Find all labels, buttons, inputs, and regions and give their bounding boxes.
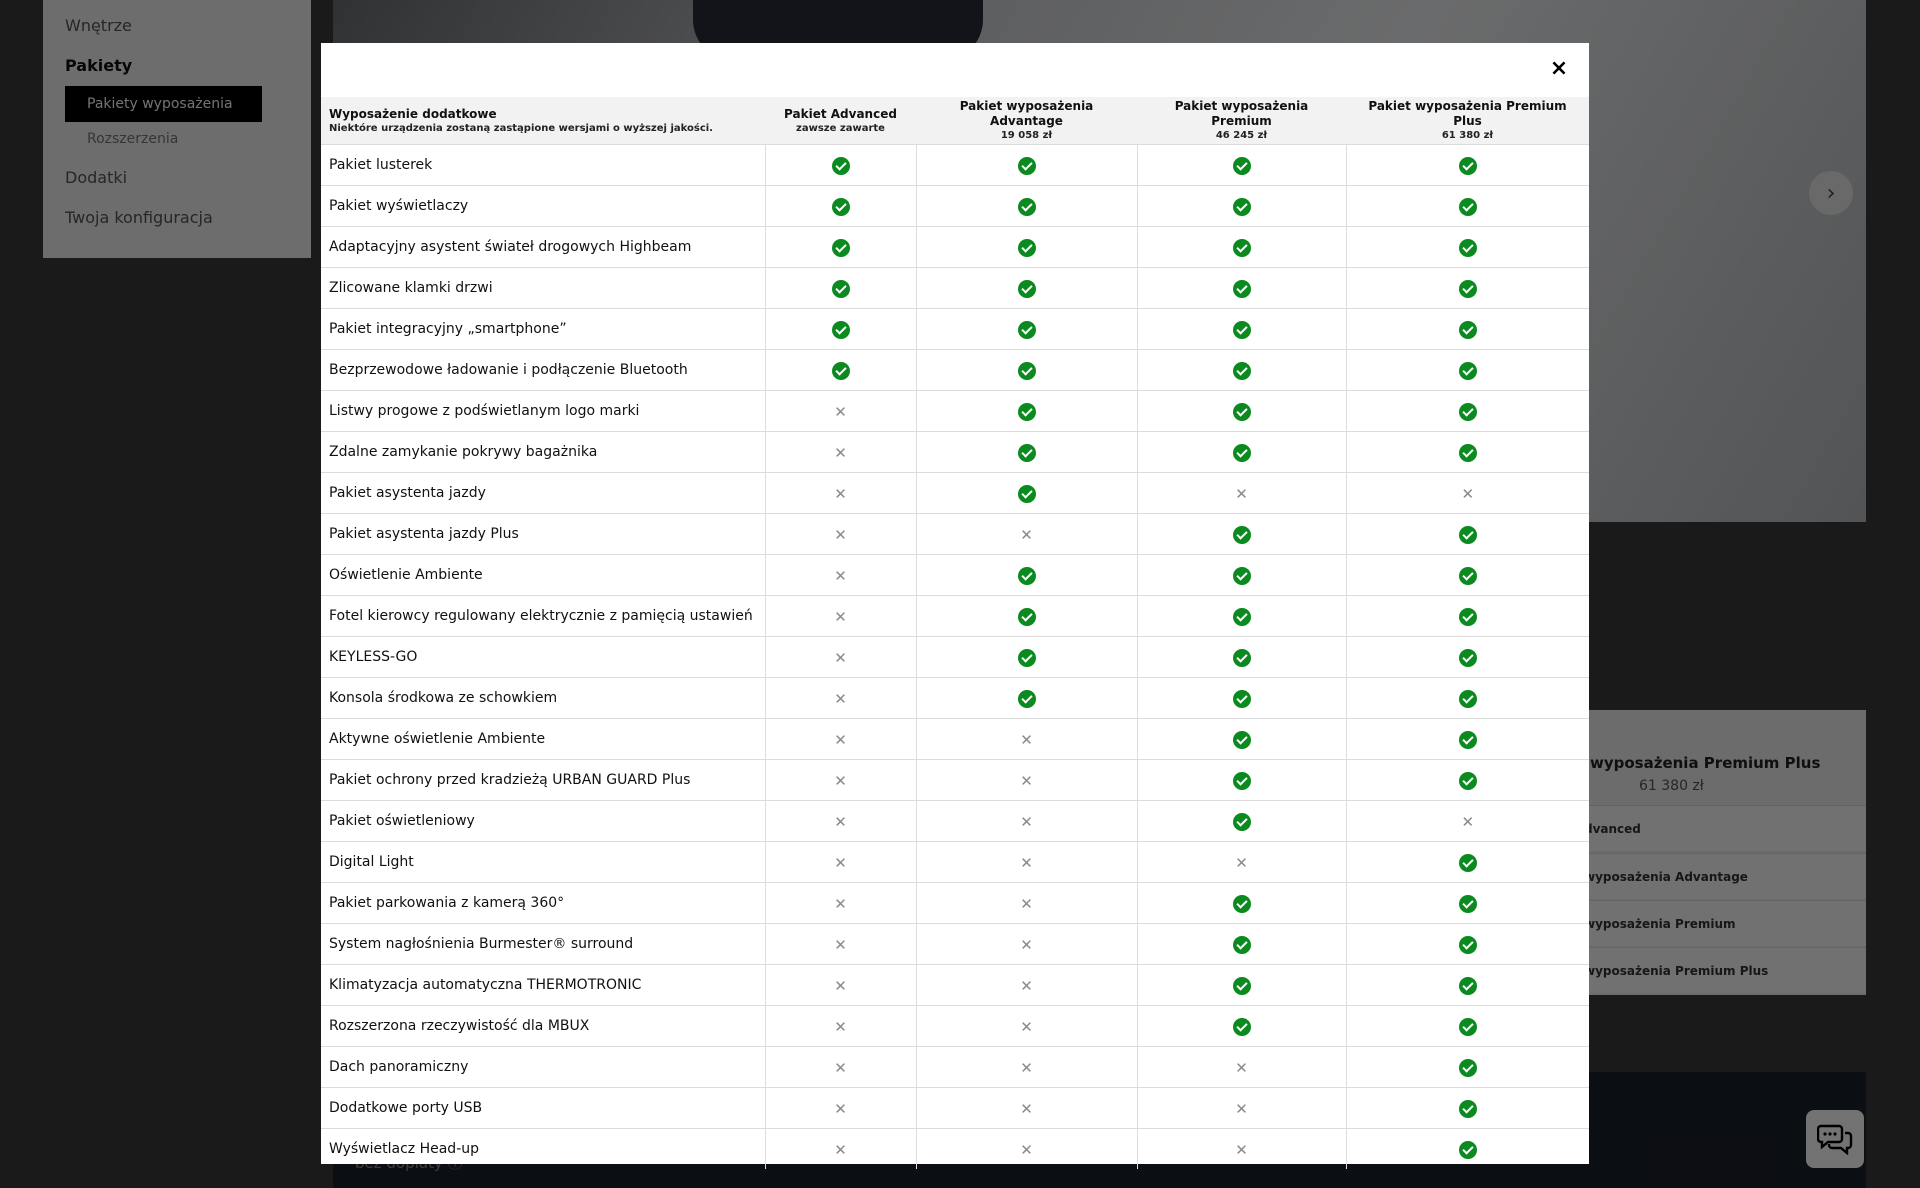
check-icon xyxy=(1459,157,1477,175)
package-name: Pakiet wyposażenia Premium Plus xyxy=(1368,99,1567,128)
table-row xyxy=(321,432,1589,473)
inclusion-cell xyxy=(765,801,916,842)
inclusion-cell xyxy=(765,719,916,760)
table-row xyxy=(321,637,1589,678)
cross-icon: ✕ xyxy=(1020,771,1033,790)
inclusion-cell xyxy=(916,1047,1137,1088)
table-row xyxy=(321,678,1589,719)
inclusion-cell xyxy=(1137,596,1346,637)
check-icon xyxy=(1233,444,1251,462)
cross-icon: ✕ xyxy=(834,402,847,421)
inclusion-cell xyxy=(1346,309,1589,350)
check-icon xyxy=(1018,608,1036,626)
inclusion-cell xyxy=(1137,924,1346,965)
cross-icon: ✕ xyxy=(834,607,847,626)
package-comparison-modal xyxy=(321,43,1589,1164)
table-row xyxy=(321,555,1589,596)
inclusion-cell xyxy=(1137,760,1346,801)
inclusion-cell xyxy=(916,596,1137,637)
header-feature-title: Wyposażenie dodatkowe xyxy=(329,106,497,121)
inclusion-cell xyxy=(1346,186,1589,227)
inclusion-cell xyxy=(1346,965,1589,1006)
inclusion-cell xyxy=(916,268,1137,309)
cross-icon: ✕ xyxy=(834,443,847,462)
check-icon xyxy=(1018,485,1036,503)
inclusion-cell xyxy=(765,637,916,678)
package-price: 46 245 zł xyxy=(1215,130,1268,141)
check-icon xyxy=(1459,772,1477,790)
check-icon xyxy=(1018,362,1036,380)
cross-icon: ✕ xyxy=(834,1058,847,1077)
check-icon xyxy=(1233,157,1251,175)
inclusion-cell xyxy=(765,678,916,719)
inclusion-cell xyxy=(1346,1088,1589,1129)
cross-icon: ✕ xyxy=(1235,1058,1248,1077)
feature-name: Bezprzewodowe ładowanie i podłączenie Bluetooth xyxy=(321,350,765,391)
check-icon xyxy=(1459,444,1477,462)
inclusion-cell xyxy=(1346,514,1589,555)
check-icon xyxy=(1233,321,1251,339)
inclusion-cell xyxy=(916,1129,1137,1170)
check-icon xyxy=(1233,1018,1251,1036)
check-icon xyxy=(1233,895,1251,913)
package-price: zawsze zawarte xyxy=(796,122,885,134)
check-icon xyxy=(1233,362,1251,380)
feature-name: Pakiet asystenta jazdy xyxy=(321,473,765,514)
inclusion-cell xyxy=(916,145,1137,186)
check-icon xyxy=(1233,813,1251,831)
inclusion-cell xyxy=(765,186,916,227)
inclusion-cell xyxy=(916,801,1137,842)
inclusion-cell xyxy=(765,883,916,924)
inclusion-cell xyxy=(765,473,916,514)
check-icon xyxy=(1459,526,1477,544)
inclusion-cell xyxy=(765,432,916,473)
check-icon xyxy=(832,362,850,380)
check-icon xyxy=(1233,936,1251,954)
header-feature xyxy=(321,97,765,145)
check-icon xyxy=(1459,649,1477,667)
inclusion-cell xyxy=(916,965,1137,1006)
feature-name: Fotel kierowcy regulowany elektrycznie z pamięcią ustawień xyxy=(321,596,765,637)
inclusion-cell xyxy=(765,1006,916,1047)
cross-icon: ✕ xyxy=(1020,730,1033,749)
comparison-table xyxy=(321,97,1589,1169)
inclusion-cell xyxy=(916,432,1137,473)
inclusion-cell xyxy=(1346,924,1589,965)
feature-name: Pakiet ochrony przed kradzieżą URBAN GUARD Plus xyxy=(321,760,765,801)
table-row xyxy=(321,309,1589,350)
inclusion-cell xyxy=(1346,473,1589,514)
inclusion-cell xyxy=(1137,309,1346,350)
table-header-row xyxy=(321,97,1589,145)
inclusion-cell xyxy=(1137,1129,1346,1170)
inclusion-cell xyxy=(1137,719,1346,760)
inclusion-cell xyxy=(1346,1047,1589,1088)
header-package-advantage xyxy=(916,97,1137,145)
inclusion-cell xyxy=(1346,145,1589,186)
table-row xyxy=(321,965,1589,1006)
inclusion-cell xyxy=(916,924,1137,965)
inclusion-cell xyxy=(1346,719,1589,760)
cross-icon: ✕ xyxy=(834,771,847,790)
feature-name: Dodatkowe porty USB xyxy=(321,1088,765,1129)
inclusion-cell xyxy=(1346,760,1589,801)
feature-name: System nagłośnienia Burmester® surround xyxy=(321,924,765,965)
inclusion-cell xyxy=(916,637,1137,678)
inclusion-cell xyxy=(916,514,1137,555)
inclusion-cell xyxy=(1346,1129,1589,1170)
table-row xyxy=(321,1088,1589,1129)
table-row xyxy=(321,1006,1589,1047)
check-icon xyxy=(1233,690,1251,708)
table-row xyxy=(321,514,1589,555)
cross-icon: ✕ xyxy=(1461,812,1475,831)
check-icon xyxy=(1233,198,1251,216)
cross-icon: ✕ xyxy=(1235,1140,1248,1159)
inclusion-cell xyxy=(1137,350,1346,391)
inclusion-cell xyxy=(1137,1047,1346,1088)
inclusion-cell xyxy=(1346,555,1589,596)
inclusion-cell xyxy=(1346,883,1589,924)
inclusion-cell xyxy=(916,227,1137,268)
table-row xyxy=(321,186,1589,227)
inclusion-cell xyxy=(916,473,1137,514)
cross-icon: ✕ xyxy=(1235,1099,1248,1118)
check-icon xyxy=(1233,608,1251,626)
inclusion-cell xyxy=(765,268,916,309)
inclusion-cell xyxy=(765,1047,916,1088)
inclusion-cell xyxy=(1137,555,1346,596)
header-package-premium xyxy=(1137,97,1346,145)
inclusion-cell xyxy=(1137,678,1346,719)
check-icon xyxy=(1233,649,1251,667)
feature-name: Zdalne zamykanie pokrywy bagażnika xyxy=(321,432,765,473)
inclusion-cell xyxy=(916,555,1137,596)
inclusion-cell xyxy=(1137,1006,1346,1047)
cross-icon: ✕ xyxy=(1020,853,1033,872)
cross-icon: ✕ xyxy=(834,689,847,708)
table-row xyxy=(321,883,1589,924)
feature-name: Listwy progowe z podświetlanym logo marki xyxy=(321,391,765,432)
inclusion-cell xyxy=(916,842,1137,883)
check-icon xyxy=(1459,280,1477,298)
check-icon xyxy=(1459,403,1477,421)
inclusion-cell xyxy=(1137,842,1346,883)
inclusion-cell xyxy=(765,145,916,186)
inclusion-cell xyxy=(916,719,1137,760)
check-icon xyxy=(1459,567,1477,585)
check-icon xyxy=(1018,280,1036,298)
cross-icon: ✕ xyxy=(1235,853,1248,872)
table-row xyxy=(321,473,1589,514)
cross-icon: ✕ xyxy=(1235,484,1248,503)
check-icon xyxy=(1233,772,1251,790)
check-icon xyxy=(1233,526,1251,544)
inclusion-cell xyxy=(1137,391,1346,432)
cross-icon: ✕ xyxy=(1020,976,1033,995)
cross-icon: ✕ xyxy=(834,1140,847,1159)
inclusion-cell xyxy=(916,678,1137,719)
inclusion-cell xyxy=(916,1006,1137,1047)
inclusion-cell xyxy=(765,760,916,801)
cross-icon: ✕ xyxy=(1020,894,1033,913)
feature-name: Rozszerzona rzeczywistość dla MBUX xyxy=(321,1006,765,1047)
cross-icon: ✕ xyxy=(1020,1140,1033,1159)
inclusion-cell xyxy=(765,965,916,1006)
cross-icon: ✕ xyxy=(834,853,847,872)
inclusion-cell xyxy=(1346,637,1589,678)
check-icon xyxy=(1018,321,1036,339)
check-icon xyxy=(1233,977,1251,995)
feature-name: Klimatyzacja automatyczna THERMOTRONIC xyxy=(321,965,765,1006)
header-package-advanced xyxy=(765,97,916,145)
package-price: 19 058 zł xyxy=(1000,130,1053,141)
inclusion-cell xyxy=(1137,801,1346,842)
inclusion-cell xyxy=(765,924,916,965)
cross-icon: ✕ xyxy=(834,1099,847,1118)
check-icon xyxy=(1459,731,1477,749)
check-icon xyxy=(1459,362,1477,380)
feature-name: Digital Light xyxy=(321,842,765,883)
inclusion-cell xyxy=(1137,514,1346,555)
cross-icon: ✕ xyxy=(834,976,847,995)
cross-icon: ✕ xyxy=(1461,484,1475,503)
inclusion-cell xyxy=(1346,842,1589,883)
check-icon xyxy=(1459,321,1477,339)
inclusion-cell xyxy=(916,391,1137,432)
package-price: 61 380 zł xyxy=(1441,130,1494,141)
check-icon xyxy=(1018,444,1036,462)
header-package-premium-plus xyxy=(1346,97,1589,145)
inclusion-cell xyxy=(1137,227,1346,268)
inclusion-cell xyxy=(1346,596,1589,637)
table-row xyxy=(321,760,1589,801)
inclusion-cell xyxy=(1346,1006,1589,1047)
inclusion-cell xyxy=(1137,268,1346,309)
inclusion-cell xyxy=(916,1088,1137,1129)
feature-name: Pakiet integracyjny „smartphone” xyxy=(321,309,765,350)
check-icon xyxy=(832,157,850,175)
inclusion-cell xyxy=(1346,432,1589,473)
inclusion-cell xyxy=(916,350,1137,391)
table-row xyxy=(321,1129,1589,1170)
cross-icon: ✕ xyxy=(1020,812,1033,831)
check-icon xyxy=(1459,1100,1477,1118)
check-icon xyxy=(1018,239,1036,257)
table-row xyxy=(321,391,1589,432)
check-icon xyxy=(1233,731,1251,749)
package-name: Pakiet wyposażenia Advantage xyxy=(959,99,1094,128)
check-icon xyxy=(1459,1018,1477,1036)
feature-name: Konsola środkowa ze schowkiem xyxy=(321,678,765,719)
inclusion-cell xyxy=(765,596,916,637)
check-icon xyxy=(1459,977,1477,995)
cross-icon: ✕ xyxy=(834,935,847,954)
table-row xyxy=(321,924,1589,965)
cross-icon: ✕ xyxy=(1020,1099,1033,1118)
comparison-body xyxy=(321,145,1589,1170)
inclusion-cell xyxy=(765,842,916,883)
table-row xyxy=(321,1047,1589,1088)
inclusion-cell xyxy=(1346,268,1589,309)
cross-icon: ✕ xyxy=(834,566,847,585)
table-row xyxy=(321,842,1589,883)
check-icon xyxy=(832,239,850,257)
check-icon xyxy=(832,321,850,339)
inclusion-cell xyxy=(1346,801,1589,842)
feature-name: Aktywne oświetlenie Ambiente xyxy=(321,719,765,760)
inclusion-cell xyxy=(1137,473,1346,514)
table-row xyxy=(321,719,1589,760)
feature-name: KEYLESS-GO xyxy=(321,637,765,678)
feature-name: Pakiet parkowania z kamerą 360° xyxy=(321,883,765,924)
feature-name: Pakiet wyświetlaczy xyxy=(321,186,765,227)
header-feature-note: Niektóre urządzenia zostaną zastąpione wersjami o wyższej jakości. xyxy=(329,122,713,134)
feature-name: Zlicowane klamki drzwi xyxy=(321,268,765,309)
inclusion-cell xyxy=(765,391,916,432)
inclusion-cell xyxy=(1137,883,1346,924)
check-icon xyxy=(1018,157,1036,175)
feature-name: Dach panoramiczny xyxy=(321,1047,765,1088)
check-icon xyxy=(1459,198,1477,216)
check-icon xyxy=(1233,280,1251,298)
table-row xyxy=(321,227,1589,268)
check-icon xyxy=(1018,649,1036,667)
feature-name: Pakiet oświetleniowy xyxy=(321,801,765,842)
inclusion-cell xyxy=(1346,350,1589,391)
inclusion-cell xyxy=(916,309,1137,350)
check-icon xyxy=(1459,690,1477,708)
check-icon xyxy=(1018,403,1036,421)
check-icon xyxy=(1459,239,1477,257)
cross-icon: ✕ xyxy=(834,648,847,667)
feature-name: Adaptacyjny asystent świateł drogowych Highbeam xyxy=(321,227,765,268)
check-icon xyxy=(1018,690,1036,708)
cross-icon: ✕ xyxy=(1020,525,1033,544)
close-button[interactable]: × xyxy=(1549,56,1569,81)
check-icon xyxy=(1233,239,1251,257)
check-icon xyxy=(1233,567,1251,585)
inclusion-cell xyxy=(1346,391,1589,432)
cross-icon: ✕ xyxy=(834,894,847,913)
check-icon xyxy=(1459,608,1477,626)
check-icon xyxy=(1459,895,1477,913)
inclusion-cell xyxy=(765,350,916,391)
feature-name: Wyświetlacz Head-up xyxy=(321,1129,765,1170)
inclusion-cell xyxy=(1137,432,1346,473)
cross-icon: ✕ xyxy=(834,812,847,831)
inclusion-cell xyxy=(916,186,1137,227)
inclusion-cell xyxy=(1137,1088,1346,1129)
cross-icon: ✕ xyxy=(1020,1017,1033,1036)
check-icon xyxy=(1233,403,1251,421)
inclusion-cell xyxy=(916,760,1137,801)
cross-icon: ✕ xyxy=(834,730,847,749)
cross-icon: ✕ xyxy=(834,484,847,503)
table-row xyxy=(321,596,1589,637)
cross-icon: ✕ xyxy=(1020,1058,1033,1077)
check-icon xyxy=(1459,1141,1477,1159)
inclusion-cell xyxy=(1346,227,1589,268)
inclusion-cell xyxy=(1137,145,1346,186)
table-row xyxy=(321,350,1589,391)
check-icon xyxy=(1459,936,1477,954)
feature-name: Pakiet lusterek xyxy=(321,145,765,186)
check-icon xyxy=(1459,1059,1477,1077)
inclusion-cell xyxy=(765,227,916,268)
feature-name: Pakiet asystenta jazdy Plus xyxy=(321,514,765,555)
check-icon xyxy=(832,280,850,298)
check-icon xyxy=(1018,198,1036,216)
inclusion-cell xyxy=(765,309,916,350)
inclusion-cell xyxy=(1137,186,1346,227)
package-name: Pakiet Advanced xyxy=(784,106,897,121)
check-icon xyxy=(1018,567,1036,585)
inclusion-cell xyxy=(765,1129,916,1170)
table-row xyxy=(321,268,1589,309)
inclusion-cell xyxy=(1137,637,1346,678)
cross-icon: ✕ xyxy=(1020,935,1033,954)
cross-icon: ✕ xyxy=(834,1017,847,1036)
check-icon xyxy=(1459,854,1477,872)
cross-icon: ✕ xyxy=(834,525,847,544)
inclusion-cell xyxy=(1137,965,1346,1006)
inclusion-cell xyxy=(1346,678,1589,719)
inclusion-cell xyxy=(916,883,1137,924)
package-name: Pakiet wyposażenia Premium xyxy=(1174,99,1309,128)
inclusion-cell xyxy=(765,1088,916,1129)
inclusion-cell xyxy=(765,514,916,555)
feature-name: Oświetlenie Ambiente xyxy=(321,555,765,596)
table-row xyxy=(321,801,1589,842)
check-icon xyxy=(832,198,850,216)
inclusion-cell xyxy=(765,555,916,596)
table-row xyxy=(321,145,1589,186)
